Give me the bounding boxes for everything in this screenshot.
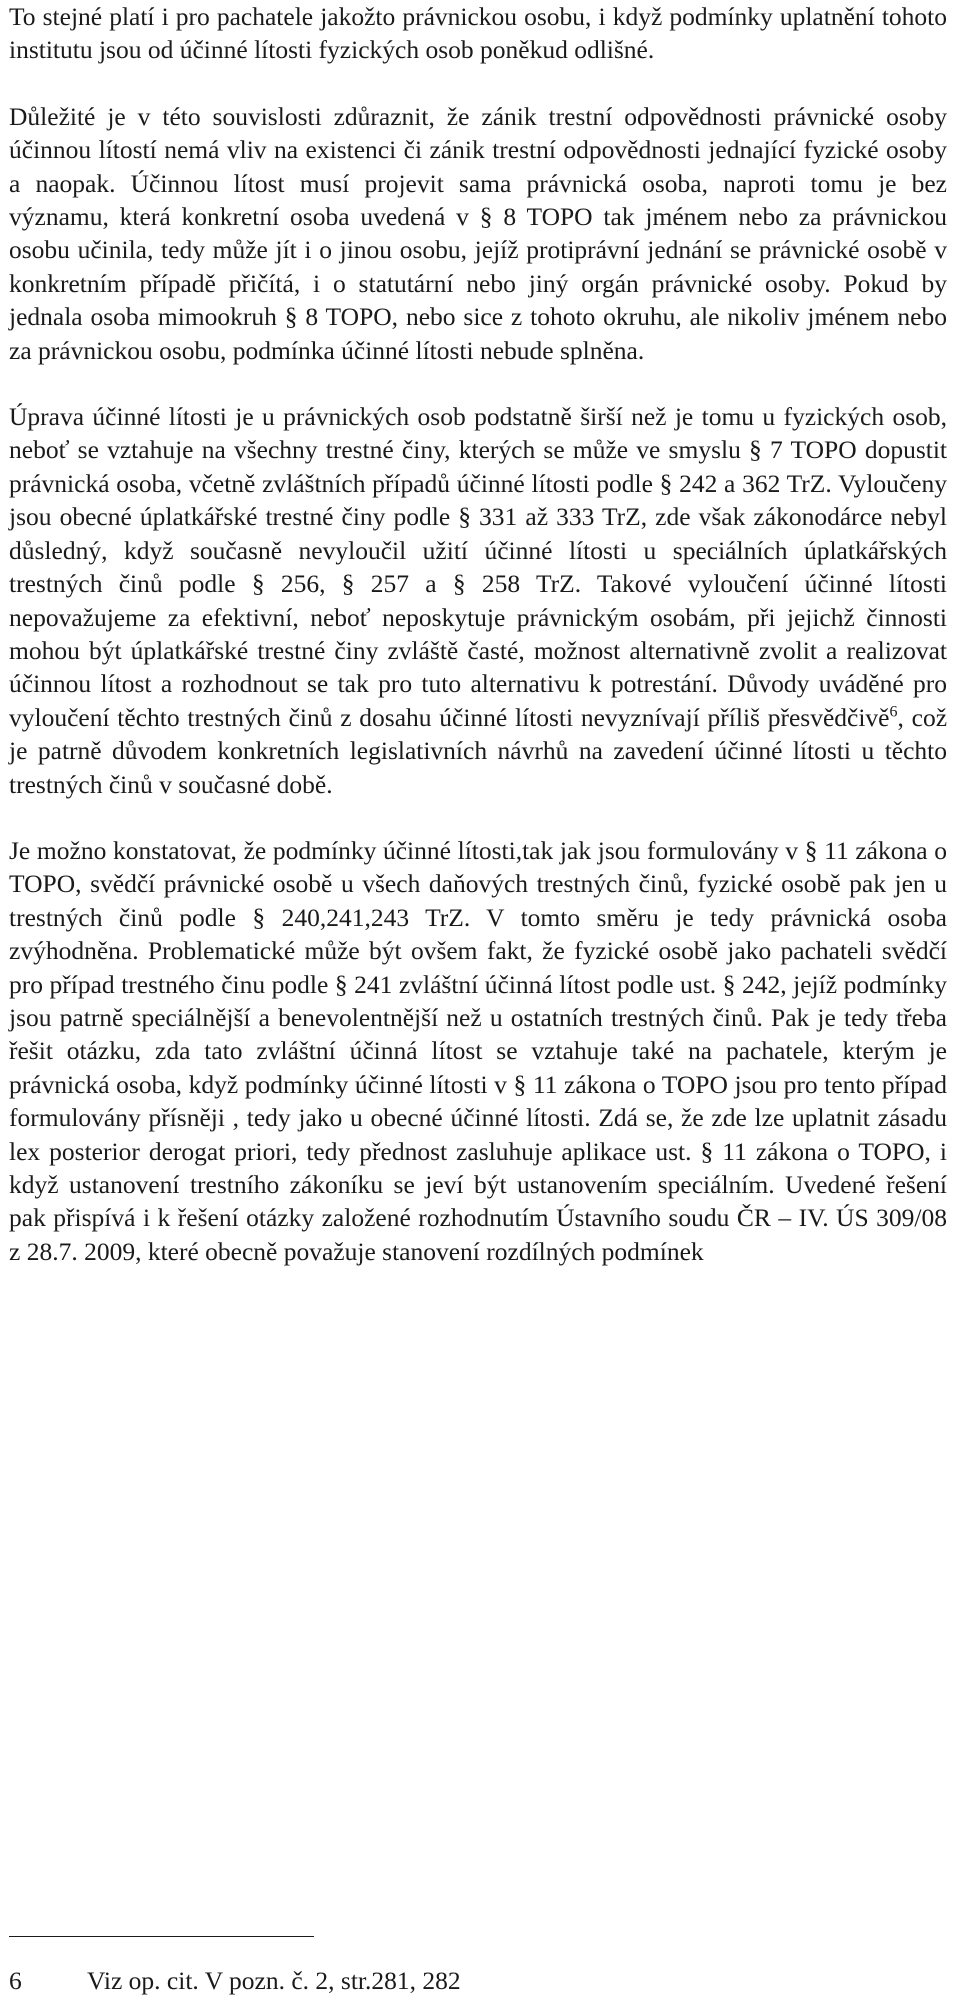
footnote (9, 1966, 461, 1996)
footnote-separator (9, 1936, 314, 1937)
paragraph-4: Je možno konstatovat, že podmínky účinné lítosti,tak jak jsou formulovány v § 11 zákona o TOPO, svědčí právnické osobě u všech daňových trestných činů, fyzické osobě pak jen u trestných činů podle § 240,241,243 TrZ. V tomto směru je tedy právnická osoba zvýhodněna. Problematické může být ovšem fakt, že fyzické osobě jako pachateli svědčí pro případ trestného činu podle § 241 zvláštní účinná lítost podle ust. § 242, jejíž podmínky jsou patrně speciálnější a benevolentnější než u ostatních trestných činů. Pak je tedy třeba řešit otázku, zda tato zvláštní účinná lítost se vztahuje také na pachatele, kterým je právnická osoba, když podmínky účinné lítosti v § 11 zákona o TOPO jsou pro tento případ formulovány přísněji , tedy jako u obecné účinné lítosti. Zdá se, že zde lze uplatnit zásadu lex posterior derogat priori, tedy přednost zasluhuje aplikace ust. § 11 zákona o TOPO, i když ustanovení trestního zákoníku se jeví být ustanovením speciálním. Uvedené řešení pak přispívá i k řešení otázky založené rozhodnutím Ústavního soudu ČR – IV. ÚS 309/08 z 28.7. 2009, které obecně považuje stanovení rozdílných podmínek (9, 835, 947, 1266)
paragraph-3 (9, 400, 947, 801)
paragraph-3-text: Úprava účinné lítosti je u právnických osob podstatně širší než je tomu u fyzických osob, neboť se vztahuje na všechny trestné činy, kterých se může ve smyslu § 7 TOPO dopustit právnická osoba, včetně zvláštních případů účinné lítosti podle § 242 a 362 TrZ. Vyloučeny jsou obecné úplatkářské trestné činy podle § 331 až 333 TrZ, zde však zákonodárce nebyl důsledný, když současně nevyloučil užití účinné lítosti u speciálních úplatkářských trestných činů podle § 256, § 257 a § 258 TrZ. Takové vyloučení účinné lítosti nepovažujeme za efektivní, neboť neposkytuje právnickým osobám, při jejichž činnosti mohou být úplatkářské trestné činy zvláště časté, možnost alternativně zvolit a realizovat účinnou lítost a rozhodnout se tak pro tuto alternativu k potrestání. Důvody uváděné pro vyloučení těchto trestných činů z dosahu účinné lítosti nevyznívají příliš přesvědčivě (9, 402, 947, 732)
paragraph-1: To stejné platí i pro pachatele jakožto právnickou osobu, i když podmínky uplatnění tohoto institutu jsou od účinné lítosti fyzických osob poněkud odlišné. (9, 2, 947, 65)
footnote-reference[interactable]: 6 (889, 703, 898, 721)
paragraph-3-text-continued: , což je patrně důvodem konkretních legislativních návrhů na zavedení účinné lítosti u těchto trestných činů v současné době. (9, 702, 948, 799)
paragraph-2: Důležité je v této souvislosti zdůraznit, že zánik trestní odpovědnosti právnické osoby účinnou lítostí nemá vliv na existenci či zánik trestní odpovědnosti jednající fyzické osoby a naopak. Účinnou lítost musí projevit sama právnická osoba, naproti tomu je bez významu, která konkretní osoba uvedená v § 8 TOPO tak jménem nebo za právnickou osobu učinila, tedy může jít i o jinou osobu, jejíž protiprávní jednání se právnické osobě v konkretním případě přičítá, i o statutární nebo jiný orgán právnické osoby. Pokud by jednala osoba mimookruh § 8 TOPO, nebo sice z tohoto okruhu, ale nikoliv jménem nebo za právnickou osobu, podmínka účinné lítosti nebude splněna. (9, 101, 947, 365)
document-body (9, 0, 947, 1268)
footnote-number: 6 (9, 1966, 22, 1995)
footnote-text: Viz op. cit. V pozn. č. 2, str.281, 282 (87, 1966, 461, 1995)
